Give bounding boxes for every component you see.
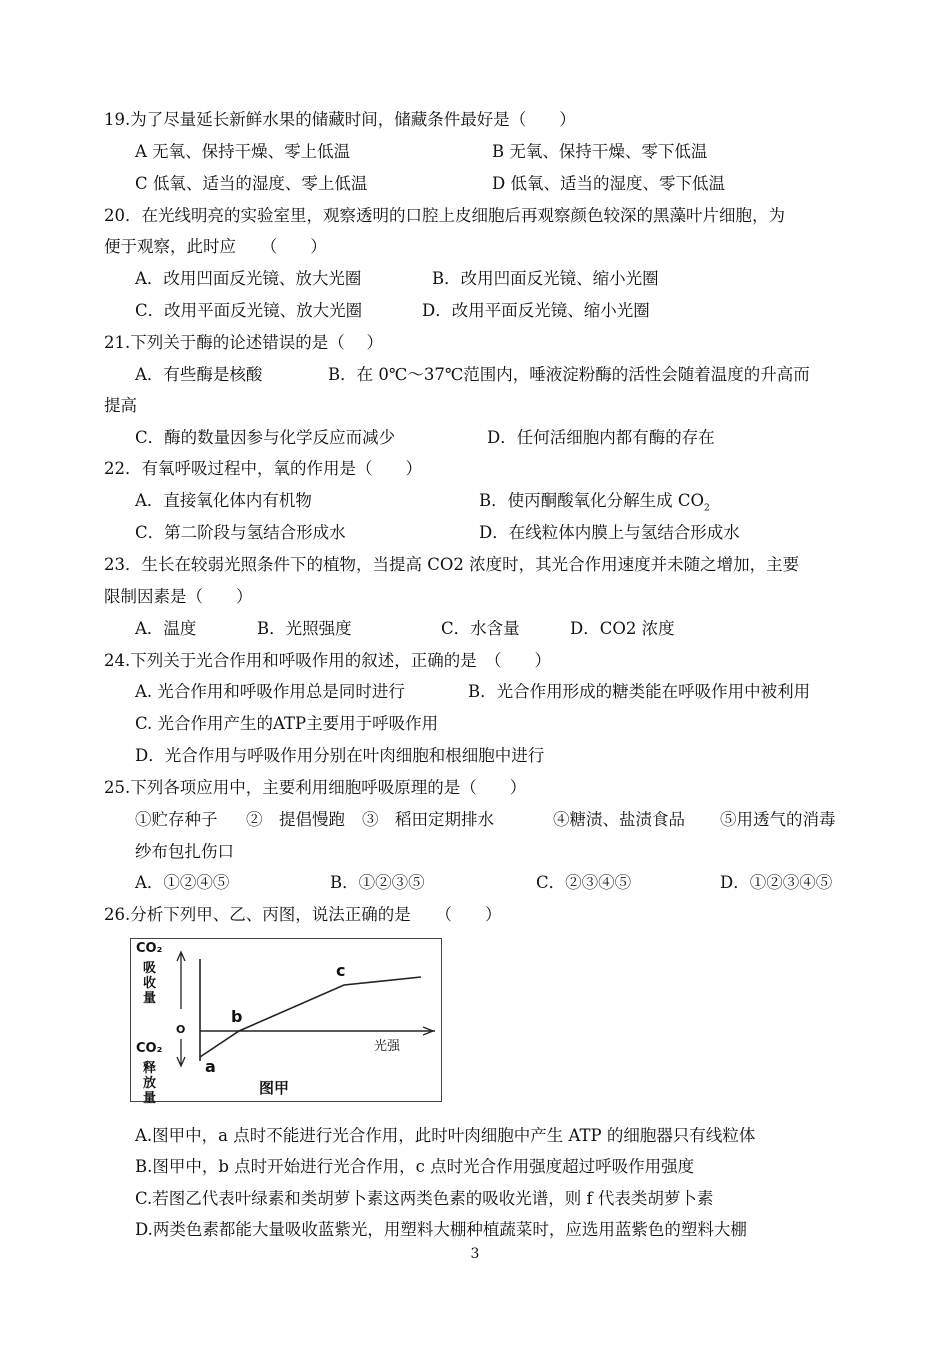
q22-option-d: D．在线粒体内膜上与氢结合形成水 [479, 523, 740, 542]
q26-option-d: D.两类色素都能大量吸收蓝紫光，用塑料大棚种植蔬菜时，应选用蓝紫色的塑料大棚 [135, 1220, 747, 1239]
q24-option-d: D．光合作用与呼吸作用分别在叶肉细胞和根细胞中进行 [135, 746, 545, 765]
q26-option-a: A.图甲中，a 点时不能进行光合作用，此时叶肉细胞中产生 ATP 的细胞器只有线粒体 [135, 1126, 756, 1145]
q21-options-row1 [0, 364, 950, 386]
q21-stem: 21.下列关于酶的论述错误的是（ ） [104, 333, 383, 352]
q20-stem-line1: 20．在光线明亮的实验室里，观察透明的口腔上皮细胞后再观察颜色较深的黑藻叶片细胞，为 [104, 206, 785, 225]
q21-options-row2 [0, 427, 950, 449]
q25-option-c: C．②③④⑤ [536, 873, 632, 892]
point-b-label: b [231, 1007, 243, 1026]
q20-options-row2 [0, 300, 950, 322]
figure-jia [130, 938, 442, 1106]
q25-item-1: ①贮存种子 [135, 810, 218, 829]
q25-item-2: ② 提倡慢跑 [246, 810, 345, 829]
q19-option-a: A 无氧、保持干燥、零上低温 [135, 142, 351, 161]
q24-option-c: C. 光合作用产生的ATP主要用于呼吸作用 [135, 714, 439, 733]
y-top-label-char-1: 吸 [143, 961, 157, 976]
y-top-label-char-3: 量 [143, 991, 157, 1006]
q21-option-b-continued: 提高 [104, 396, 137, 415]
y-bottom-label-char-3: 量 [143, 1091, 157, 1106]
q25-item-5-continued: 纱布包扎伤口 [135, 842, 234, 861]
q22-options-row1 [0, 490, 950, 512]
q19-option-b: B 无氧、保持干燥、零下低温 [492, 142, 708, 161]
q23-option-b: B．光照强度 [257, 619, 352, 638]
q23-option-a: A．温度 [135, 619, 197, 638]
q22-stem: 22．有氧呼吸过程中，氧的作用是（ ） [104, 459, 422, 478]
page-number: 3 [470, 1246, 480, 1262]
q21-option-d: D．任何活细胞内都有酶的存在 [487, 428, 715, 447]
q24-options-row1 [0, 681, 950, 703]
q25-item-4: ④糖渍、盐渍食品 [553, 810, 685, 829]
q19-stem: 19.为了尽量延长新鲜水果的储藏时间，储藏条件最好是（ ） [104, 110, 576, 129]
y-top-label-co2: CO₂ [136, 941, 163, 956]
q21-option-b: B．在 0℃～37℃范围内，唾液淀粉酶的活性会随着温度的升高而 [328, 365, 810, 384]
q19-options-row1 [0, 141, 950, 163]
q22-option-b-text: B．使丙酮酸氧化分解生成 CO [479, 491, 705, 510]
q25-option-b: B．①②③⑤ [330, 873, 425, 892]
point-a-label: a [205, 1057, 216, 1076]
q19-option-c: C 低氧、适当的湿度、零上低温 [135, 174, 368, 193]
q22-option-b [479, 490, 710, 519]
q25-item-5: ⑤用透气的消毒 [720, 810, 836, 829]
q22-option-a: A．直接氧化体内有机物 [135, 491, 312, 510]
q24-option-b: B．光合作用形成的糖类能在呼吸作用中被利用 [468, 682, 811, 701]
x-axis-label: 光强 [374, 1039, 401, 1054]
q26-stem: 26.分析下列甲、乙、丙图，说法正确的是 （ ） [104, 905, 502, 924]
q23-stem-line1: 23．生长在较弱光照条件下的植物，当提高 CO2 浓度时，其光合作用速度并未随之增加，主要 [104, 555, 800, 574]
q25-options-row [0, 872, 950, 894]
q25-option-a: A．①②④⑤ [135, 873, 230, 892]
q21-option-c: C．酶的数量因参与化学反应而减少 [135, 428, 396, 447]
q25-items-row [0, 809, 950, 831]
q25-option-d: D．①②③④⑤ [720, 873, 833, 892]
q20-option-a: A．改用凹面反光镜、放大光圈 [135, 269, 362, 288]
figure-caption: 图甲 [259, 1079, 290, 1097]
y-bottom-label-char-2: 放 [143, 1076, 157, 1091]
q22-option-b-subscript: 2 [704, 503, 710, 514]
q23-options-row [0, 618, 950, 640]
q22-options-row2 [0, 522, 950, 544]
q19-option-d: D 低氧、适当的湿度、零下低温 [492, 174, 725, 193]
q25-item-3: ③ 稻田定期排水 [362, 810, 494, 829]
q20-stem-line2: 便于观察，此时应 （ ） [104, 237, 327, 256]
q26-option-c: C.若图乙代表叶绿素和类胡萝卜素这两类色素的吸收光谱，则 f 代表类胡萝卜素 [135, 1189, 714, 1208]
q25-stem: 25.下列各项应用中，主要利用细胞呼吸原理的是（ ） [104, 778, 527, 797]
point-c-label: c [336, 961, 346, 980]
q23-stem-line2: 限制因素是（ ） [104, 587, 253, 606]
y-top-label-char-2: 收 [143, 976, 157, 991]
y-bottom-label-co2: CO₂ [136, 1041, 163, 1056]
q19-options-row2 [0, 173, 950, 195]
q20-option-b: B．改用凹面反光镜、缩小光圈 [432, 269, 659, 288]
q22-option-c: C．第二阶段与氢结合形成水 [135, 523, 346, 542]
q20-options-row1 [0, 268, 950, 290]
q20-option-c: C．改用平面反光镜、放大光圈 [135, 301, 363, 320]
q24-option-a: A. 光合作用和呼吸作用总是同时进行 [135, 682, 405, 701]
y-bottom-label-char-1: 释 [143, 1061, 157, 1076]
q23-option-c: C．水含量 [441, 619, 520, 638]
q23-option-d: D．CO2 浓度 [570, 619, 675, 638]
q21-option-a: A．有些酶是核酸 [135, 365, 263, 384]
origin-label: O [176, 1023, 186, 1036]
q26-option-b: B.图甲中，b 点时开始进行光合作用，c 点时光合作用强度超过呼吸作用强度 [135, 1157, 695, 1176]
q24-stem: 24.下列关于光合作用和呼吸作用的叙述，正确的是 （ ） [104, 651, 551, 670]
q20-option-d: D．改用平面反光镜、缩小光圈 [422, 301, 650, 320]
